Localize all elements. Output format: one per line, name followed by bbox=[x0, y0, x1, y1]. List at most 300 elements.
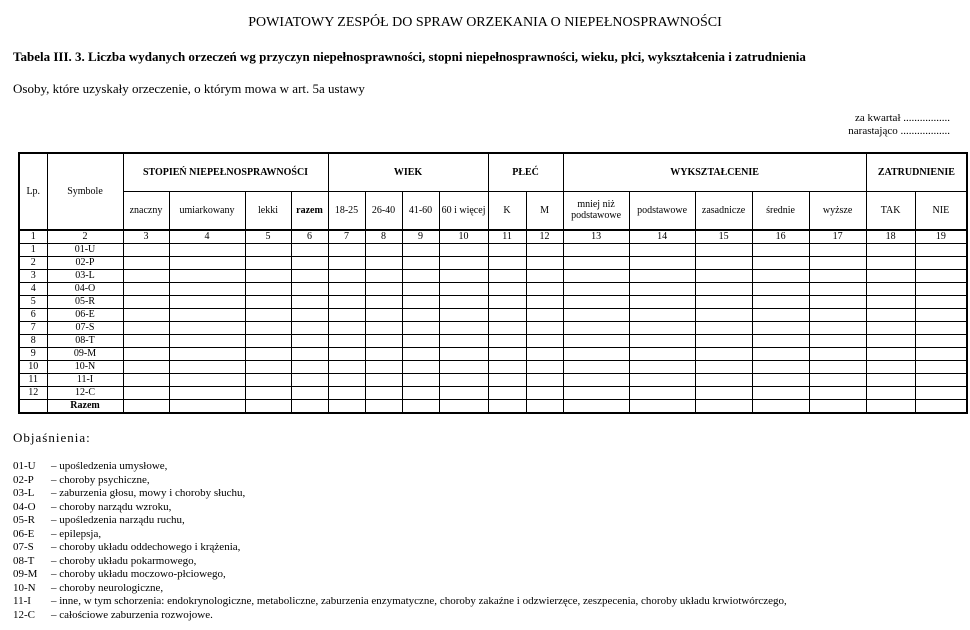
legend-list bbox=[13, 460, 787, 622]
data-cell[interactable] bbox=[439, 360, 488, 373]
table-row bbox=[19, 373, 967, 386]
data-cell[interactable] bbox=[169, 256, 245, 269]
data-cell[interactable] bbox=[328, 360, 365, 373]
data-cell[interactable] bbox=[123, 386, 169, 399]
data-cell[interactable] bbox=[526, 347, 563, 360]
data-cell[interactable] bbox=[439, 256, 488, 269]
data-cell[interactable] bbox=[915, 373, 967, 386]
data-cell[interactable] bbox=[123, 308, 169, 321]
table-row bbox=[19, 386, 967, 399]
data-cell[interactable] bbox=[809, 334, 866, 347]
data-cell[interactable] bbox=[245, 347, 291, 360]
data-cell[interactable] bbox=[915, 256, 967, 269]
data-cell[interactable] bbox=[915, 386, 967, 399]
row-lp: 2 bbox=[19, 256, 47, 269]
data-cell[interactable] bbox=[695, 386, 752, 399]
data-cell[interactable] bbox=[563, 256, 629, 269]
data-cell[interactable] bbox=[365, 321, 402, 334]
legend-code: 03-L bbox=[13, 487, 35, 499]
data-cell[interactable] bbox=[526, 386, 563, 399]
data-cell[interactable] bbox=[402, 334, 439, 347]
data-cell[interactable] bbox=[752, 243, 809, 256]
legend-text: – całościowe zaburzenia rozwojowe. bbox=[51, 608, 213, 621]
data-cell[interactable] bbox=[866, 373, 915, 386]
table-row bbox=[19, 360, 967, 373]
data-cell[interactable] bbox=[328, 243, 365, 256]
data-cell[interactable] bbox=[365, 282, 402, 295]
data-cell[interactable] bbox=[629, 360, 695, 373]
data-cell[interactable] bbox=[695, 269, 752, 282]
data-cell[interactable] bbox=[488, 243, 526, 256]
group-header-wyksztalcenie: WYKSZTAŁCENIE bbox=[563, 153, 866, 191]
row-lp: 6 bbox=[19, 308, 47, 321]
legend-text: – choroby psychiczne, bbox=[51, 473, 150, 486]
table-row bbox=[19, 347, 967, 360]
legend-text: – upośledzenia narządu ruchu, bbox=[51, 514, 185, 526]
row-symbol: 11-I bbox=[47, 373, 123, 386]
data-cell[interactable] bbox=[915, 399, 967, 413]
data-cell[interactable] bbox=[291, 399, 328, 413]
data-cell[interactable] bbox=[123, 295, 169, 308]
data-cell[interactable] bbox=[915, 321, 967, 334]
data-cell[interactable] bbox=[402, 295, 439, 308]
column-number-cell: 11 bbox=[488, 230, 526, 244]
data-cell[interactable] bbox=[809, 256, 866, 269]
data-cell[interactable] bbox=[915, 282, 967, 295]
data-cell[interactable] bbox=[402, 243, 439, 256]
data-cell[interactable] bbox=[291, 243, 328, 256]
data-cell[interactable] bbox=[402, 360, 439, 373]
period-cumulative: narastająco .................. bbox=[848, 125, 950, 137]
col-header-symbole: Symbole bbox=[47, 153, 123, 230]
data-cell[interactable] bbox=[402, 282, 439, 295]
legend-code: 12-C bbox=[13, 608, 35, 621]
data-cell[interactable] bbox=[695, 282, 752, 295]
data-cell[interactable] bbox=[245, 269, 291, 282]
table-row bbox=[19, 282, 967, 295]
data-cell[interactable] bbox=[169, 373, 245, 386]
data-cell[interactable] bbox=[695, 347, 752, 360]
data-cell[interactable] bbox=[169, 295, 245, 308]
data-cell[interactable] bbox=[752, 334, 809, 347]
data-cell[interactable] bbox=[915, 269, 967, 282]
col-header-razem: razem bbox=[291, 191, 328, 230]
data-cell[interactable] bbox=[488, 256, 526, 269]
data-cell[interactable] bbox=[488, 308, 526, 321]
data-cell[interactable] bbox=[291, 334, 328, 347]
row-symbol: 03-L bbox=[47, 269, 123, 282]
data-cell[interactable] bbox=[402, 269, 439, 282]
data-cell[interactable] bbox=[439, 347, 488, 360]
data-cell[interactable] bbox=[245, 243, 291, 256]
legend-item bbox=[13, 568, 787, 582]
data-cell[interactable] bbox=[488, 295, 526, 308]
data-cell[interactable] bbox=[328, 386, 365, 399]
data-cell[interactable] bbox=[629, 347, 695, 360]
data-cell[interactable] bbox=[809, 360, 866, 373]
legend-item bbox=[13, 582, 787, 596]
data-cell[interactable] bbox=[245, 399, 291, 413]
data-cell[interactable] bbox=[629, 399, 695, 413]
data-cell[interactable] bbox=[695, 334, 752, 347]
data-cell[interactable] bbox=[439, 386, 488, 399]
data-cell[interactable] bbox=[563, 269, 629, 282]
data-cell[interactable] bbox=[866, 347, 915, 360]
data-cell[interactable] bbox=[526, 399, 563, 413]
data-cell[interactable] bbox=[488, 373, 526, 386]
data-cell[interactable] bbox=[809, 321, 866, 334]
data-cell[interactable] bbox=[526, 243, 563, 256]
data-cell[interactable] bbox=[629, 308, 695, 321]
data-cell[interactable] bbox=[169, 308, 245, 321]
data-cell[interactable] bbox=[752, 386, 809, 399]
row-symbol: 05-R bbox=[47, 295, 123, 308]
table-row bbox=[19, 308, 967, 321]
table-row bbox=[19, 334, 967, 347]
data-cell[interactable] bbox=[291, 269, 328, 282]
data-cell[interactable] bbox=[629, 334, 695, 347]
data-cell[interactable] bbox=[866, 399, 915, 413]
data-cell[interactable] bbox=[629, 269, 695, 282]
data-cell[interactable] bbox=[488, 321, 526, 334]
data-cell[interactable] bbox=[245, 295, 291, 308]
data-cell[interactable] bbox=[915, 360, 967, 373]
col-header-age-60-plus: 60 i więcej bbox=[439, 191, 488, 230]
data-cell[interactable] bbox=[291, 321, 328, 334]
data-cell[interactable] bbox=[629, 282, 695, 295]
data-cell[interactable] bbox=[488, 282, 526, 295]
data-cell[interactable] bbox=[245, 321, 291, 334]
data-cell[interactable] bbox=[695, 360, 752, 373]
data-cell[interactable] bbox=[809, 347, 866, 360]
data-cell[interactable] bbox=[439, 334, 488, 347]
column-number-cell: 14 bbox=[629, 230, 695, 244]
data-cell[interactable] bbox=[695, 295, 752, 308]
data-cell[interactable] bbox=[752, 360, 809, 373]
data-cell[interactable] bbox=[169, 269, 245, 282]
data-cell[interactable] bbox=[365, 360, 402, 373]
data-cell[interactable] bbox=[402, 386, 439, 399]
data-cell[interactable] bbox=[328, 295, 365, 308]
data-cell[interactable] bbox=[752, 308, 809, 321]
row-symbol: 08-T bbox=[47, 334, 123, 347]
data-cell[interactable] bbox=[563, 321, 629, 334]
data-cell[interactable] bbox=[866, 386, 915, 399]
data-cell[interactable] bbox=[488, 399, 526, 413]
data-cell[interactable] bbox=[439, 269, 488, 282]
data-cell[interactable] bbox=[629, 386, 695, 399]
data-cell[interactable] bbox=[245, 282, 291, 295]
data-cell[interactable] bbox=[402, 321, 439, 334]
data-cell[interactable] bbox=[563, 373, 629, 386]
data-cell[interactable] bbox=[328, 321, 365, 334]
data-cell[interactable] bbox=[439, 321, 488, 334]
col-header-k: K bbox=[488, 191, 526, 230]
data-cell[interactable] bbox=[169, 399, 245, 413]
table-row bbox=[19, 399, 967, 413]
data-cell[interactable] bbox=[866, 282, 915, 295]
row-symbol: 06-E bbox=[47, 308, 123, 321]
data-cell[interactable] bbox=[563, 360, 629, 373]
data-cell[interactable] bbox=[695, 243, 752, 256]
legend-item bbox=[13, 487, 787, 501]
data-cell[interactable] bbox=[291, 373, 328, 386]
legend-text: – choroby układu oddechowego i krążenia, bbox=[51, 541, 241, 553]
legend-text: – upośledzenia umysłowe, bbox=[51, 460, 168, 472]
row-symbol: 09-M bbox=[47, 347, 123, 360]
data-cell[interactable] bbox=[328, 334, 365, 347]
group-header-plec: PŁEĆ bbox=[488, 153, 563, 191]
data-cell[interactable] bbox=[563, 334, 629, 347]
data-cell[interactable] bbox=[695, 399, 752, 413]
data-cell[interactable] bbox=[439, 282, 488, 295]
legend-text: – inne, w tym schorzenia: endokrynologiczne, metaboliczne, zaburzenia enzymatyczne, choroby zakaźne i odzwierzęce, zeszpecenia, choroby układu krwiotwórczego, bbox=[51, 595, 787, 607]
data-cell[interactable] bbox=[629, 243, 695, 256]
row-symbol: Razem bbox=[47, 399, 123, 413]
data-cell[interactable] bbox=[439, 373, 488, 386]
row-lp: 10 bbox=[19, 360, 47, 373]
data-cell[interactable] bbox=[245, 360, 291, 373]
data-cell[interactable] bbox=[866, 321, 915, 334]
col-header-tak: TAK bbox=[866, 191, 915, 230]
data-cell[interactable] bbox=[866, 256, 915, 269]
row-symbol: 12-C bbox=[47, 386, 123, 399]
data-cell[interactable] bbox=[365, 347, 402, 360]
column-number-cell: 16 bbox=[752, 230, 809, 244]
data-cell[interactable] bbox=[809, 399, 866, 413]
data-cell[interactable] bbox=[563, 282, 629, 295]
data-cell[interactable] bbox=[629, 321, 695, 334]
data-cell[interactable] bbox=[291, 360, 328, 373]
data-cell[interactable] bbox=[365, 308, 402, 321]
data-cell[interactable] bbox=[123, 269, 169, 282]
column-number-cell: 15 bbox=[695, 230, 752, 244]
data-cell[interactable] bbox=[402, 347, 439, 360]
data-cell[interactable] bbox=[752, 295, 809, 308]
table-row bbox=[19, 321, 967, 334]
data-cell[interactable] bbox=[809, 282, 866, 295]
data-cell[interactable] bbox=[328, 282, 365, 295]
data-cell[interactable] bbox=[809, 373, 866, 386]
data-cell[interactable] bbox=[365, 386, 402, 399]
data-cell[interactable] bbox=[629, 295, 695, 308]
table-row bbox=[19, 269, 967, 282]
legend-item bbox=[13, 609, 787, 623]
data-cell[interactable] bbox=[563, 295, 629, 308]
legend-code: 11-I bbox=[13, 595, 31, 607]
data-cell[interactable] bbox=[526, 295, 563, 308]
data-cell[interactable] bbox=[563, 399, 629, 413]
data-cell[interactable] bbox=[752, 321, 809, 334]
col-header-podstawowe: podstawowe bbox=[629, 191, 695, 230]
legend-text: – choroby układu pokarmowego, bbox=[51, 554, 197, 567]
data-cell[interactable] bbox=[402, 373, 439, 386]
data-cell[interactable] bbox=[629, 256, 695, 269]
data-cell[interactable] bbox=[402, 308, 439, 321]
data-cell[interactable] bbox=[752, 373, 809, 386]
data-cell[interactable] bbox=[915, 295, 967, 308]
data-cell[interactable] bbox=[245, 386, 291, 399]
data-cell[interactable] bbox=[752, 347, 809, 360]
data-cell[interactable] bbox=[752, 399, 809, 413]
table-title: Tabela III. 3. Liczba wydanych orzeczeń wg przyczyn niepełnosprawności, stopni niepełnosprawności, wieku, płci, wykształcenia i zatrudnienia bbox=[13, 49, 806, 64]
data-cell[interactable] bbox=[328, 373, 365, 386]
data-cell[interactable] bbox=[123, 334, 169, 347]
col-header-nie: NIE bbox=[915, 191, 967, 230]
data-cell[interactable] bbox=[439, 308, 488, 321]
data-cell[interactable] bbox=[526, 256, 563, 269]
data-cell[interactable] bbox=[752, 256, 809, 269]
data-cell[interactable] bbox=[488, 269, 526, 282]
data-cell[interactable] bbox=[526, 308, 563, 321]
data-cell[interactable] bbox=[809, 386, 866, 399]
row-lp: 11 bbox=[19, 373, 47, 386]
data-cell[interactable] bbox=[169, 360, 245, 373]
period-quarter: za kwartał ................. bbox=[855, 112, 950, 124]
data-cell[interactable] bbox=[563, 243, 629, 256]
legend-text: – choroby narządu wzroku, bbox=[51, 500, 172, 513]
data-cell[interactable] bbox=[328, 269, 365, 282]
data-cell[interactable] bbox=[526, 269, 563, 282]
data-cell[interactable] bbox=[809, 295, 866, 308]
data-cell[interactable] bbox=[915, 347, 967, 360]
data-cell[interactable] bbox=[245, 334, 291, 347]
data-cell[interactable] bbox=[123, 282, 169, 295]
col-header-age-26-40: 26-40 bbox=[365, 191, 402, 230]
data-cell[interactable] bbox=[365, 256, 402, 269]
data-cell[interactable] bbox=[439, 243, 488, 256]
row-lp: 1 bbox=[19, 243, 47, 256]
column-number-cell: 17 bbox=[809, 230, 866, 244]
data-cell[interactable] bbox=[563, 386, 629, 399]
data-cell[interactable] bbox=[365, 373, 402, 386]
data-cell[interactable] bbox=[291, 308, 328, 321]
data-cell[interactable] bbox=[123, 321, 169, 334]
data-cell[interactable] bbox=[695, 321, 752, 334]
column-number-cell: 12 bbox=[526, 230, 563, 244]
data-cell[interactable] bbox=[123, 399, 169, 413]
group-header-stopien: STOPIEŃ NIEPEŁNOSPRAWNOŚCI bbox=[123, 153, 328, 191]
col-header-srednie: średnie bbox=[752, 191, 809, 230]
legend-text: – epilepsja, bbox=[51, 527, 102, 540]
data-cell[interactable] bbox=[123, 243, 169, 256]
legend-code: 06-E bbox=[13, 527, 35, 540]
column-number-cell: 9 bbox=[402, 230, 439, 244]
group-header-zatrudnienie: ZATRUDNIENIE bbox=[866, 153, 967, 191]
data-cell[interactable] bbox=[488, 360, 526, 373]
data-cell[interactable] bbox=[328, 347, 365, 360]
data-cell[interactable] bbox=[866, 308, 915, 321]
data-cell[interactable] bbox=[365, 334, 402, 347]
data-cell[interactable] bbox=[245, 308, 291, 321]
data-cell[interactable] bbox=[169, 347, 245, 360]
data-cell[interactable] bbox=[563, 308, 629, 321]
data-cell[interactable] bbox=[866, 243, 915, 256]
data-cell[interactable] bbox=[488, 334, 526, 347]
data-cell[interactable] bbox=[402, 256, 439, 269]
row-symbol: 04-O bbox=[47, 282, 123, 295]
column-number-cell: 18 bbox=[866, 230, 915, 244]
row-lp: 5 bbox=[19, 295, 47, 308]
data-cell[interactable] bbox=[365, 269, 402, 282]
data-cell[interactable] bbox=[291, 295, 328, 308]
data-cell[interactable] bbox=[169, 282, 245, 295]
data-cell[interactable] bbox=[915, 334, 967, 347]
data-cell[interactable] bbox=[752, 282, 809, 295]
data-cell[interactable] bbox=[291, 282, 328, 295]
data-cell[interactable] bbox=[291, 347, 328, 360]
data-cell[interactable] bbox=[866, 269, 915, 282]
data-cell[interactable] bbox=[402, 399, 439, 413]
data-cell[interactable] bbox=[291, 256, 328, 269]
data-cell[interactable] bbox=[291, 386, 328, 399]
col-header-age-41-60: 41-60 bbox=[402, 191, 439, 230]
data-cell[interactable] bbox=[123, 347, 169, 360]
legend-text: – zaburzenia głosu, mowy i choroby słuchu, bbox=[51, 487, 246, 499]
data-cell[interactable] bbox=[809, 243, 866, 256]
data-cell[interactable] bbox=[915, 308, 967, 321]
data-cell[interactable] bbox=[169, 321, 245, 334]
data-cell[interactable] bbox=[365, 295, 402, 308]
data-cell[interactable] bbox=[866, 295, 915, 308]
data-cell[interactable] bbox=[123, 256, 169, 269]
data-cell[interactable] bbox=[245, 256, 291, 269]
period-block bbox=[848, 112, 950, 138]
data-cell[interactable] bbox=[169, 386, 245, 399]
data-cell[interactable] bbox=[915, 243, 967, 256]
data-cell[interactable] bbox=[629, 373, 695, 386]
column-number-cell: 8 bbox=[365, 230, 402, 244]
legend-title: Objaśnienia: bbox=[13, 430, 91, 445]
data-cell[interactable] bbox=[365, 243, 402, 256]
legend-item bbox=[13, 501, 787, 515]
data-cell[interactable] bbox=[563, 347, 629, 360]
data-cell[interactable] bbox=[526, 282, 563, 295]
column-number-cell: 5 bbox=[245, 230, 291, 244]
data-cell[interactable] bbox=[439, 399, 488, 413]
data-cell[interactable] bbox=[488, 347, 526, 360]
data-cell[interactable] bbox=[695, 256, 752, 269]
data-cell[interactable] bbox=[526, 321, 563, 334]
data-cell[interactable] bbox=[439, 295, 488, 308]
data-cell[interactable] bbox=[169, 243, 245, 256]
row-lp: 12 bbox=[19, 386, 47, 399]
data-cell[interactable] bbox=[123, 360, 169, 373]
data-cell[interactable] bbox=[328, 308, 365, 321]
data-cell[interactable] bbox=[695, 373, 752, 386]
data-cell[interactable] bbox=[809, 308, 866, 321]
data-cell[interactable] bbox=[245, 373, 291, 386]
data-cell[interactable] bbox=[526, 373, 563, 386]
legend-text: – choroby układu moczowo-płciowego, bbox=[51, 568, 226, 580]
data-cell[interactable] bbox=[328, 399, 365, 413]
data-cell[interactable] bbox=[328, 256, 365, 269]
data-cell[interactable] bbox=[866, 334, 915, 347]
data-cell[interactable] bbox=[365, 399, 402, 413]
col-header-znaczny: znaczny bbox=[123, 191, 169, 230]
data-cell[interactable] bbox=[488, 386, 526, 399]
data-cell[interactable] bbox=[526, 360, 563, 373]
data-cell[interactable] bbox=[526, 334, 563, 347]
data-cell[interactable] bbox=[809, 269, 866, 282]
data-cell[interactable] bbox=[695, 308, 752, 321]
data-cell[interactable] bbox=[866, 360, 915, 373]
row-lp bbox=[19, 399, 47, 413]
data-cell[interactable] bbox=[169, 334, 245, 347]
col-header-zasadnicze: zasadnicze bbox=[695, 191, 752, 230]
data-cell[interactable] bbox=[752, 269, 809, 282]
data-cell[interactable] bbox=[123, 373, 169, 386]
